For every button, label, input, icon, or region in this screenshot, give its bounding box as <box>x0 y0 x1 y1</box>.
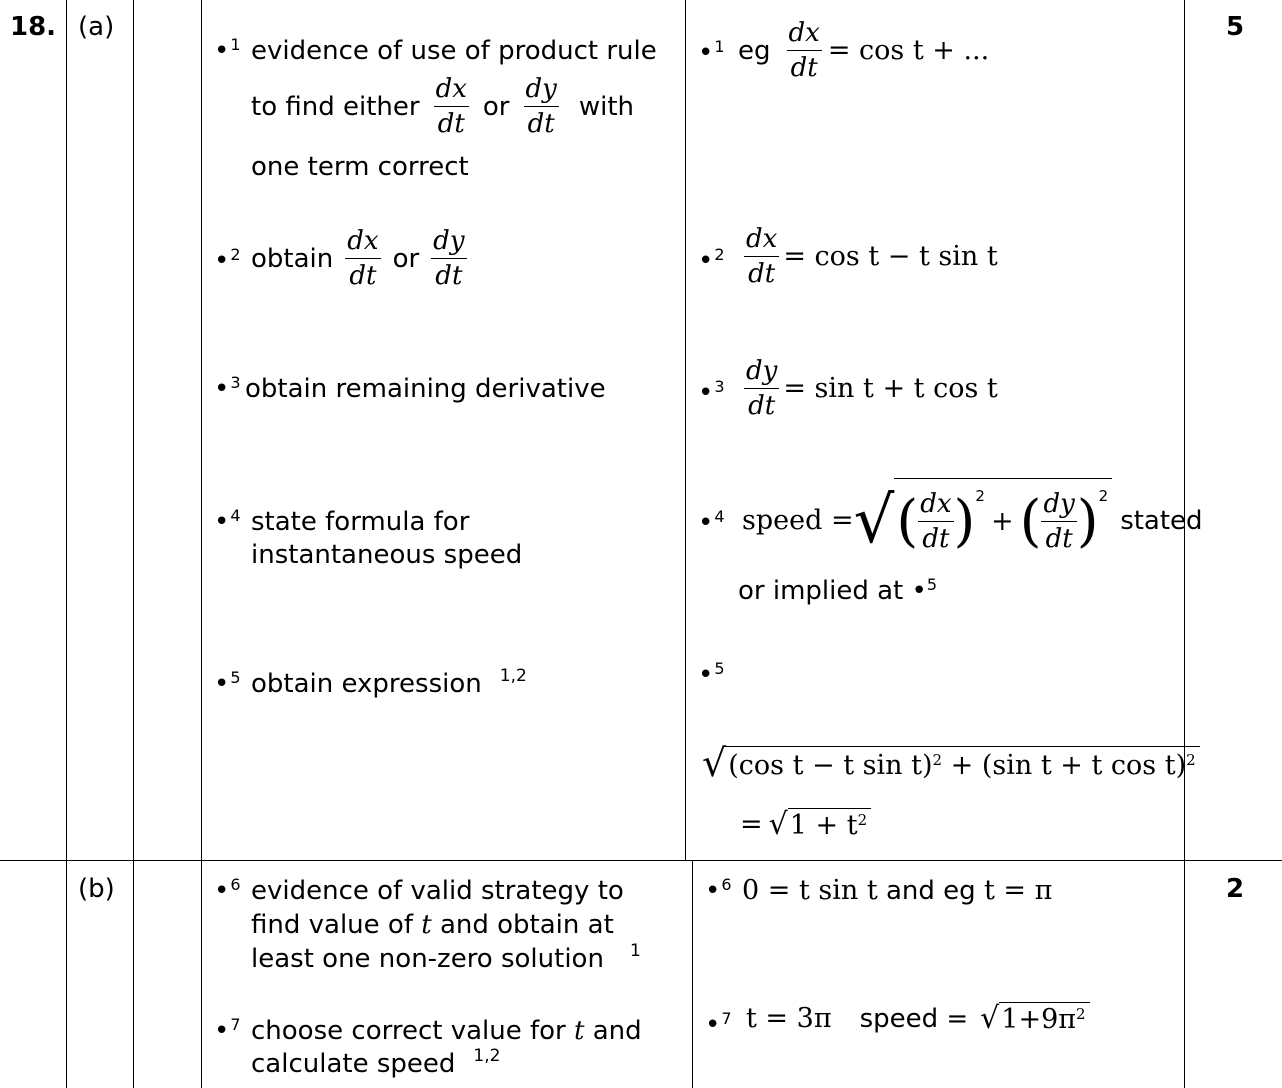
grid-line-h1 <box>0 860 1282 861</box>
grid-line-v3 <box>201 0 202 1088</box>
criterion-4-line1: state formula for <box>251 507 470 537</box>
illustration-5-expression: √ (cos t − t sin t)$^2$ + (sin t + t cos t)$^2$ <box>702 738 1200 788</box>
fraction-dy-dt: $\frac{dy}{dt}$ <box>525 74 557 139</box>
criterion-6-line1: evidence of valid strategy to <box>251 876 624 906</box>
illustration-4-implied: or implied at •$^5$ <box>738 575 938 606</box>
criterion-6-bullet: •$^6$ <box>214 875 241 906</box>
fraction-dx-dt: $\frac{dx}{dt}$ <box>435 74 467 139</box>
question-number: 18. <box>10 12 57 42</box>
criterion-7-bullet: •$^7$ <box>214 1015 241 1046</box>
sqrt-speed-formula: √ ( $\frac{dx}{dt}$ ) 2 + ( $\frac{dy}{dt}$ ) 2 <box>854 478 1113 564</box>
criterion-6-line3: least one non-zero solution $^1$ <box>251 941 641 974</box>
illustration-7-bullet: •$^7$ <box>705 1009 732 1040</box>
criterion-5-bullet: •$^5$ <box>214 668 241 699</box>
criterion-2-text: obtain $\frac{dx}{dt}$ or $\frac{dy}{dt}$ <box>251 226 465 291</box>
criterion-1-line1: evidence of use of product rule <box>251 36 657 66</box>
criterion-3-text: obtain remaining derivative <box>245 374 606 404</box>
criterion-4-bullet: •$^4$ <box>214 506 241 537</box>
criterion-5-text: obtain expression $^{1,2}$ <box>251 666 527 699</box>
illustration-5-bullet: •$^5$ <box>698 659 725 690</box>
illustration-6: 0 = t sin t and eg t = π <box>742 875 1053 906</box>
illustration-5-result: = √ $1 + t^2$ <box>740 808 871 841</box>
illustration-3-bullet: •$^3$ <box>698 377 725 408</box>
part-a-marks: 5 <box>1226 12 1245 42</box>
grid-line-v4a <box>685 0 686 860</box>
illustration-4-formula: speed = √ ( $\frac{dx}{dt}$ ) 2 + ( $\frac{dy}{dt}$ ) 2 stated <box>742 476 1203 566</box>
criterion-7-line2: calculate speed $^{1,2}$ <box>251 1046 501 1079</box>
part-b-marks: 2 <box>1226 874 1245 904</box>
illustration-6-bullet: •$^6$ <box>705 875 732 906</box>
illustration-3: $\frac{dy}{dt}$ = sin t + t cos t <box>746 356 998 421</box>
criterion-7-line1: choose correct value for t and <box>251 1016 642 1046</box>
grid-line-v2 <box>133 0 134 1088</box>
illustration-2: $\frac{dx}{dt}$ = cos t − t sin t <box>746 224 998 289</box>
criterion-1-line3: one term correct <box>251 152 469 182</box>
illustration-1: eg $\frac{dx}{dt}$ = cos t + ... <box>738 18 990 83</box>
grid-line-v1 <box>66 0 67 1088</box>
criterion-1-bullet: •$^1$ <box>214 35 241 66</box>
criterion-2-bullet: •$^2$ <box>214 245 241 276</box>
criterion-4-line2: instantaneous speed <box>251 540 523 570</box>
part-b-label: (b) <box>78 874 115 904</box>
illustration-4-bullet: •$^4$ <box>698 507 725 538</box>
grid-line-v4b <box>692 860 693 1088</box>
criterion-3-bullet: •$^3$ <box>214 373 241 404</box>
illustration-7: t = 3π speed = √ $1+9\pi^2$ <box>746 1002 1090 1035</box>
illustration-1-bullet: •$^1$ <box>698 37 725 68</box>
criterion-1-line2: to find either $\frac{dx}{dt}$ or $\frac{dy}{dt}$ with <box>251 74 635 139</box>
illustration-2-bullet: •$^2$ <box>698 245 725 276</box>
criterion-6-line2: find value of t and obtain at <box>251 910 614 940</box>
part-a-label: (a) <box>78 12 115 42</box>
